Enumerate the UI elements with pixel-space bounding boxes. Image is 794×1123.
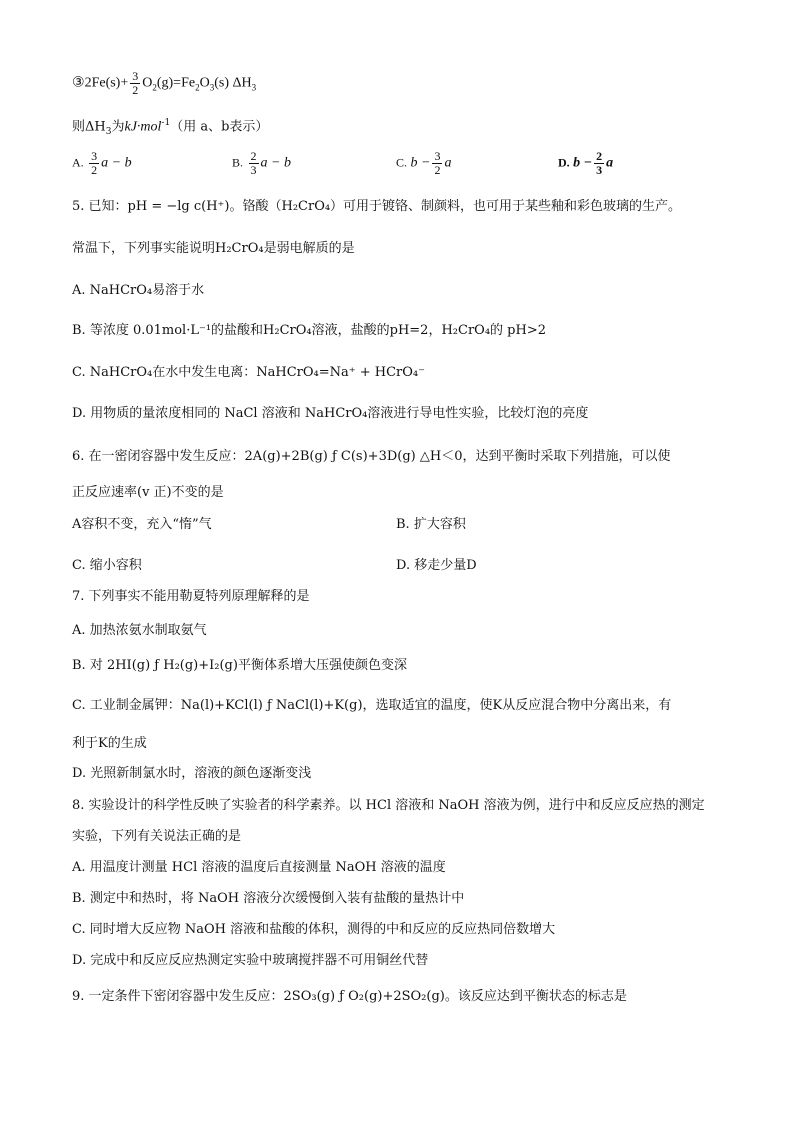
q5-option-a[interactable]: A. NaHCrO₄易溶于水 bbox=[72, 283, 205, 298]
equation-3 bbox=[72, 70, 256, 97]
fraction bbox=[249, 150, 259, 177]
eq-part: (s) ΔH bbox=[214, 75, 252, 91]
q5-option-c[interactable]: C. NaHCrO₄在水中发生电离：NaHCrO₄=Na⁺ + HCrO₄⁻ bbox=[72, 365, 425, 380]
eq-part: O bbox=[142, 75, 153, 91]
option-expr: a bbox=[444, 155, 452, 171]
q6-option-d[interactable]: D. 移走少量D bbox=[396, 558, 477, 573]
option-expr: a − b bbox=[101, 155, 132, 171]
eq-part: 2Fe(s)+ bbox=[84, 75, 129, 91]
question-6-stem-line2: 正反应速率(v 正)不变的是 bbox=[72, 485, 224, 500]
question-5-stem-line1: 5. 已知：pH = −lg c(H⁺)。铬酸（H₂CrO₄）可用于镀铬、制颜料，也可用于某些釉和彩色玻璃的生产。 bbox=[72, 199, 682, 214]
q5-option-b[interactable]: B. 等浓度 0.01mol·L⁻¹的盐酸和H₂CrO₄溶液，盐酸的pH=2，H₂CrO₄的 pH>2 bbox=[72, 323, 546, 338]
option-label: A. bbox=[72, 155, 84, 170]
fraction bbox=[594, 150, 604, 177]
q6-option-b[interactable]: B. 扩大容积 bbox=[396, 517, 466, 532]
option-expr: a − b bbox=[260, 155, 291, 171]
frac-num: 2 bbox=[596, 149, 603, 163]
circled-number: ③ bbox=[72, 75, 85, 91]
q7-option-c[interactable]: C. 工业制金属钾：Na(l)+KCl(l) ƒ NaCl(l)+K(g)，选取适宜的温度，使K从反应混合物中分离出来，有 bbox=[72, 698, 672, 713]
unit: kJ·mol bbox=[124, 119, 162, 135]
q7-option-a[interactable]: A. 加热浓氨水制取氨气 bbox=[72, 623, 207, 638]
option-c[interactable] bbox=[396, 150, 451, 177]
q7-option-b[interactable]: B. 对 2HI(g) ƒ H₂(g)+I₂(g)平衡体系增大压强使颜色变深 bbox=[72, 658, 407, 673]
fraction bbox=[432, 150, 442, 177]
q6-option-c[interactable]: C. 缩小容积 bbox=[72, 558, 142, 573]
q8-option-c[interactable]: C. 同时增大反应物 NaOH 溶液和盐酸的体积，测得的中和反应的反应热同倍数增大 bbox=[72, 922, 556, 937]
frac-den: 2 bbox=[132, 83, 139, 97]
stem-part: 为 bbox=[111, 119, 125, 135]
q8-option-d[interactable]: D. 完成中和反应反应热测定实验中玻璃搅拌器不可用铜丝代替 bbox=[72, 953, 429, 968]
q7-option-c-cont: 利于K的生成 bbox=[72, 736, 147, 751]
q8-option-a[interactable]: A. 用温度计测量 HCl 溶液的温度后直接测量 NaOH 溶液的温度 bbox=[72, 860, 446, 875]
frac-num: 3 bbox=[434, 149, 441, 163]
q5-option-d[interactable]: D. 用物质的量浓度相同的 NaCl 溶液和 NaHCrO₄溶液进行导电性实验，比较灯泡的亮度 bbox=[72, 406, 589, 421]
eq-part: (g)=Fe bbox=[156, 75, 196, 91]
question-7-stem: 7. 下列事实不能用勒夏特列原理解释的是 bbox=[72, 589, 310, 604]
question-6-stem-line1: 6. 在一密闭容器中发生反应：2A(g)+2B(g) ƒ C(s)+3D(g) △H＜0，达到平衡时采取下列措施，可以使 bbox=[72, 449, 671, 464]
option-label: B. bbox=[232, 155, 244, 170]
fraction bbox=[89, 150, 99, 177]
frac-num: 3 bbox=[132, 69, 139, 83]
q8-option-b[interactable]: B. 测定中和热时，将 NaOH 溶液分次缓慢倒入装有盐酸的量热计中 bbox=[72, 891, 465, 906]
q7-option-d[interactable]: D. 光照新制氯水时，溶液的颜色逐渐变浅 bbox=[72, 766, 312, 781]
option-b[interactable] bbox=[232, 150, 291, 177]
stem-part: （用 a、b表示） bbox=[170, 119, 269, 135]
q6-option-a[interactable]: A容积不变，充入“惰”气 bbox=[72, 517, 212, 532]
stem-part: 则ΔH bbox=[72, 119, 106, 135]
frac-num: 2 bbox=[250, 149, 257, 163]
subscript: 2 bbox=[195, 82, 200, 93]
fraction bbox=[130, 70, 140, 97]
frac-den: 2 bbox=[91, 163, 98, 177]
question-5-stem-line2: 常温下，下列事实能说明H₂CrO₄是弱电解质的是 bbox=[72, 241, 355, 256]
frac-den: 2 bbox=[434, 163, 441, 177]
question-4-stem bbox=[72, 114, 268, 141]
option-expr: a bbox=[606, 155, 614, 171]
eq-part: O bbox=[199, 75, 210, 91]
subscript: 3 bbox=[209, 82, 215, 93]
option-d[interactable] bbox=[558, 150, 613, 177]
option-expr: b − bbox=[573, 155, 593, 171]
superscript: -1 bbox=[161, 118, 171, 128]
subscript: 3 bbox=[105, 126, 112, 137]
option-expr: b − bbox=[410, 155, 431, 171]
question-8-stem-line1: 8. 实验设计的科学性反映了实验者的科学素养。以 HCl 溶液和 NaOH 溶液为例，进行中和反应反应热的测定 bbox=[72, 798, 705, 813]
option-label: D. bbox=[558, 155, 570, 170]
question-9-stem: 9. 一定条件下密闭容器中发生反应：2SO₃(g) ƒ O₂(g)+2SO₂(g)。该反应达到平衡状态的标志是 bbox=[72, 989, 627, 1004]
frac-den: 3 bbox=[596, 163, 603, 177]
subscript: 3 bbox=[251, 82, 257, 93]
question-8-stem-line2: 实验，下列有关说法正确的是 bbox=[72, 829, 242, 844]
option-a[interactable] bbox=[72, 150, 132, 177]
subscript: 2 bbox=[152, 82, 157, 93]
frac-den: 3 bbox=[250, 163, 257, 177]
option-label: C. bbox=[396, 155, 408, 170]
frac-num: 3 bbox=[91, 149, 98, 163]
